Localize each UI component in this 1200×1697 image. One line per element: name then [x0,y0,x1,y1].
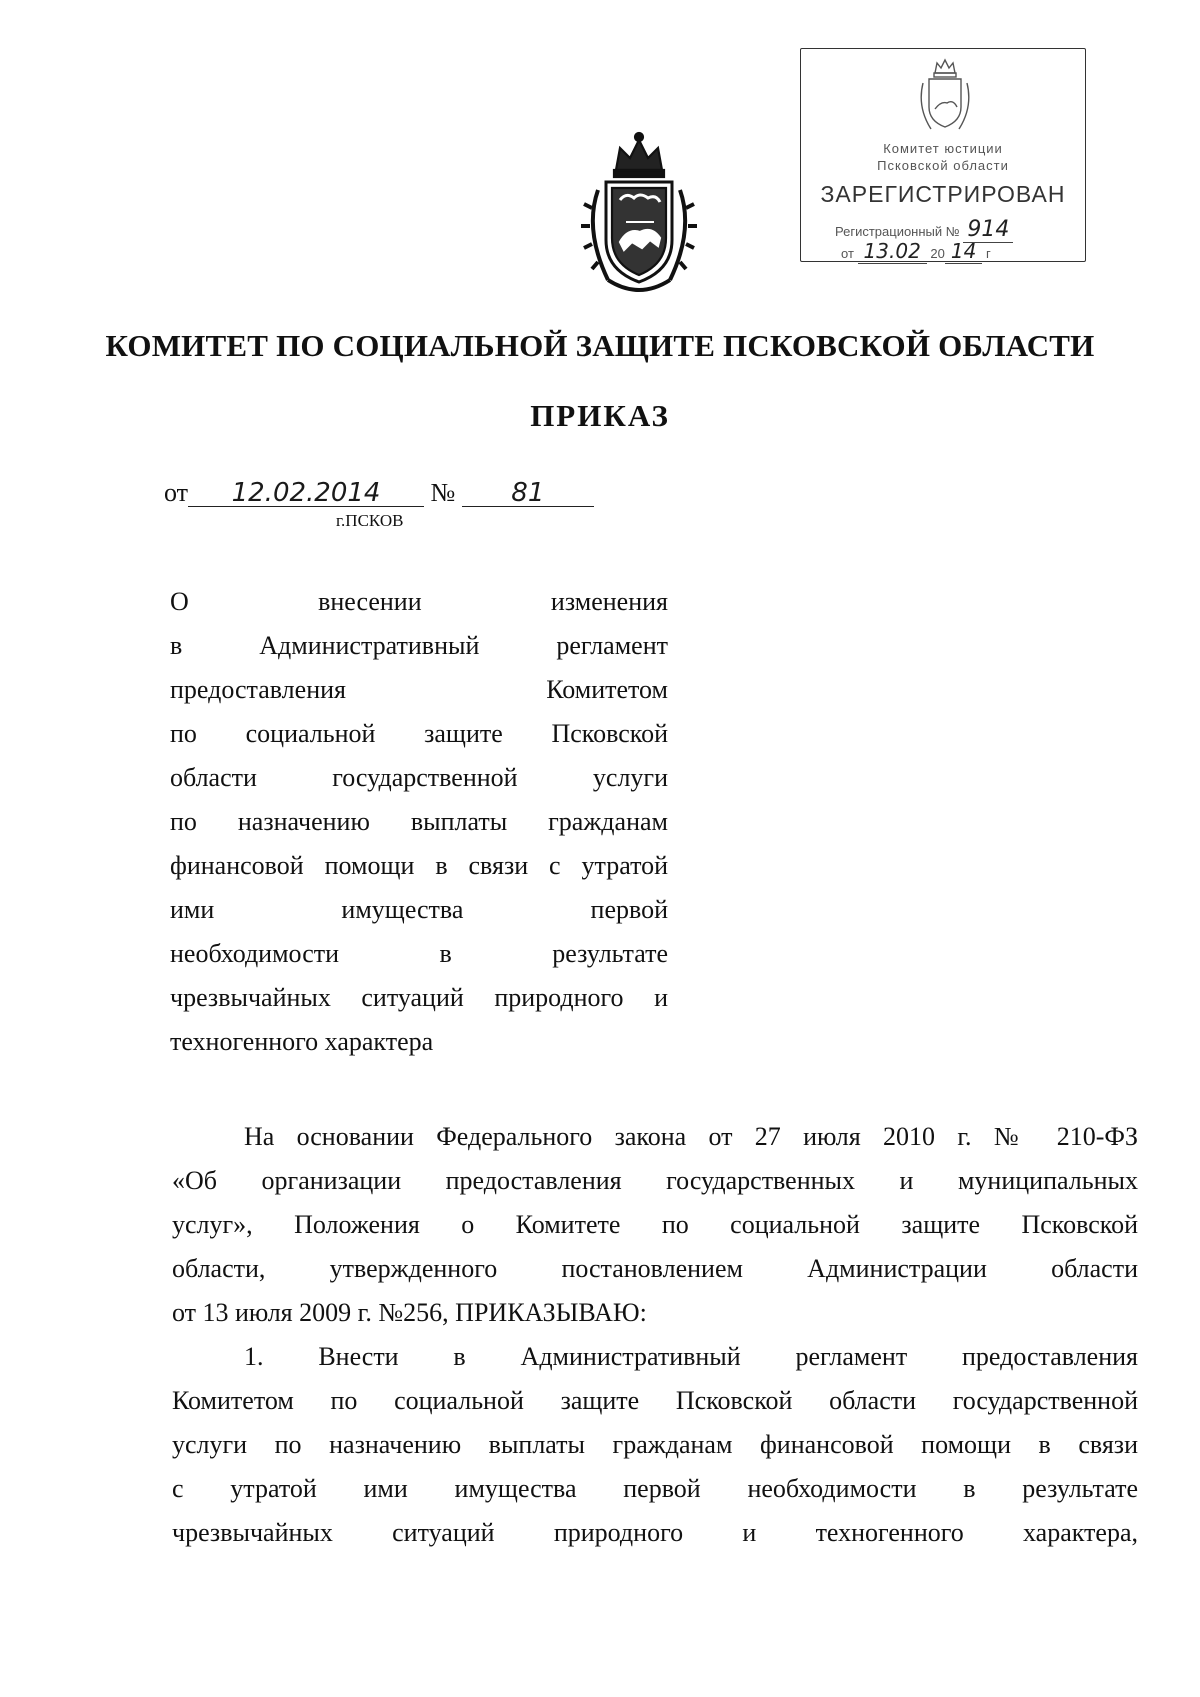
subject-line: ими имущества первой [170,895,668,924]
subject-line: техногенного характера [170,1027,434,1056]
stamp-emblem-icon [913,57,977,137]
subject-line: в Административный регламент [170,631,668,660]
stamp-reg-label: Регистрационный № [835,224,960,239]
stamp-date-day-month: 13.02 [858,239,927,264]
coat-of-arms-icon [568,130,710,298]
stamp-date-year-prefix: 20 [930,246,945,261]
subject-line: по назначению выплаты гражданам [170,807,668,836]
body-line: чрезвычайных ситуаций природного и техногенного характера, [172,1518,1138,1547]
body-line: 1. Внести в Административный регламент предоставления [244,1342,1138,1371]
body-line: от 13 июля 2009 г. №256, ПРИКАЗЫВАЮ: [172,1298,647,1327]
document-date: 12.02.2014 [188,480,424,507]
number-prefix: № [430,478,456,507]
subject-line: О внесении изменения [170,587,668,616]
body-line: услуги по назначению выплаты гражданам финансовой помощи в связи [172,1430,1138,1459]
registration-stamp [800,48,1086,262]
date-prefix: от [164,478,189,507]
date-number-row [164,478,594,508]
subject-line: чрезвычайных ситуаций природного и [170,983,668,1012]
organization-title: КОМИТЕТ ПО СОЦИАЛЬНОЙ ЗАЩИТЕ ПСКОВСКОЙ ОБЛАСТИ [105,328,1095,363]
subject-line: финансовой помощи в связи с утратой [170,851,668,880]
body-line: Комитетом по социальной защите Псковской области государственной [172,1386,1138,1415]
subject-line: предоставления Комитетом [170,675,668,704]
document-city: г.ПСКОВ [336,511,404,530]
stamp-date-suffix: г [985,246,991,261]
stamp-reg-number: 914 [963,217,1013,243]
stamp-org-line2: Псковской области [877,158,1009,173]
stamp-org-line1: Комитет юстиции [883,141,1003,156]
body-line: области, утвержденного постановлением Администрации области [172,1254,1138,1283]
subject-line: по социальной защите Псковской [170,719,668,748]
document-subject [170,580,668,1064]
document-number: 81 [462,480,594,507]
body-line: с утратой ими имущества первой необходимости в результате [172,1474,1138,1503]
stamp-status: ЗАРЕГИСТРИРОВАН [820,181,1066,207]
body-line: На основании Федерального закона от 27 июля 2010 г. № 210-ФЗ [244,1122,1138,1151]
body-line: «Об организации предоставления государственных и муниципальных [172,1166,1138,1195]
stamp-date-prefix: от [841,246,854,261]
subject-line: области государственной услуги [170,763,668,792]
document-type: ПРИКАЗ [530,398,670,433]
body-line: услуг», Положения о Комитете по социальной защите Псковской [172,1210,1138,1239]
stamp-date-line [841,239,991,263]
document-body [172,1115,1138,1555]
subject-line: необходимости в результате [170,939,668,968]
stamp-date-year-suffix: 14 [945,239,982,264]
